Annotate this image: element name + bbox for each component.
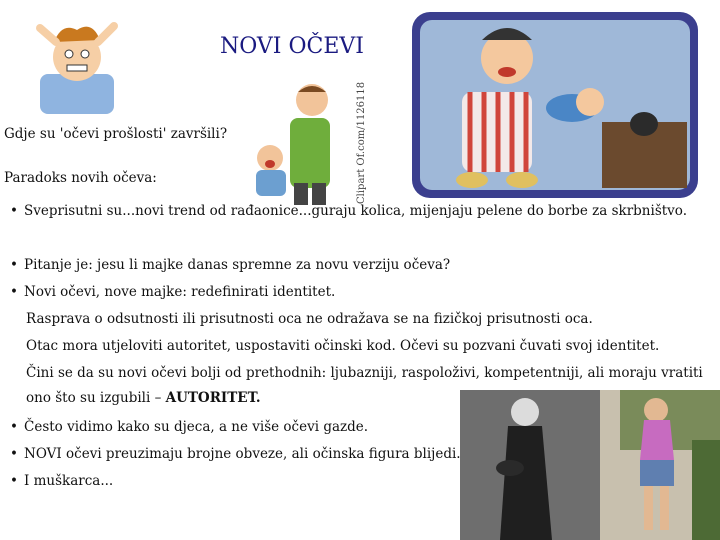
authority-emphasis: AUTORITET. [165,390,261,406]
paragraph-text: ono što su izgubili – [26,390,162,406]
bullet-item: • Novi očevi, nove majke: redefinirati identitet. [24,284,335,300]
paradox-heading: Paradoks novih očeva: [4,170,157,186]
bullet-item: • NOVI očevi preuzimaju brojne obveze, ali očinska figura blijedi. [24,446,461,462]
bullet-item: • Pitanje je: jesu li majke danas spremne za novu verziju očeva? [24,257,450,273]
watermark-text: Clipart Of.com/1126118 [356,81,367,204]
bullet-item: • Često vidimo kako su djeca, a ne više očevi gazde. [24,419,368,435]
bullet-item: • Sveprisutni su...novi trend od rađaonice...guraju kolica, mijenjaju pelene do borbe za skrbništvo. [24,203,687,219]
tired-dad-illustration [412,12,698,198]
paragraph-line [26,390,261,406]
paragraph-line: Otac mora utjeloviti autoritet, uspostaviti očinski kod. Očevi su pozvani čuvati svoj identitet. [26,338,660,354]
paragraph-line: Čini se da su novi očevi bolji od prethodnih: ljubazniji, raspoloživi, kompetentniji, ali moraju vratiti [26,365,703,381]
two-men-photo [460,390,720,540]
stressed-man-illustration [22,12,132,114]
bullet-item: • I muškarca... [24,473,113,489]
page-title: NOVI OČEVI [220,34,364,59]
question-text: Gdje su 'očevi prošlosti' završili? [4,126,228,142]
paragraph-line: Rasprava o odsutnosti ili prisutnosti oca ne odražava se na fizičkoj prisutnosti oca. [26,311,593,327]
